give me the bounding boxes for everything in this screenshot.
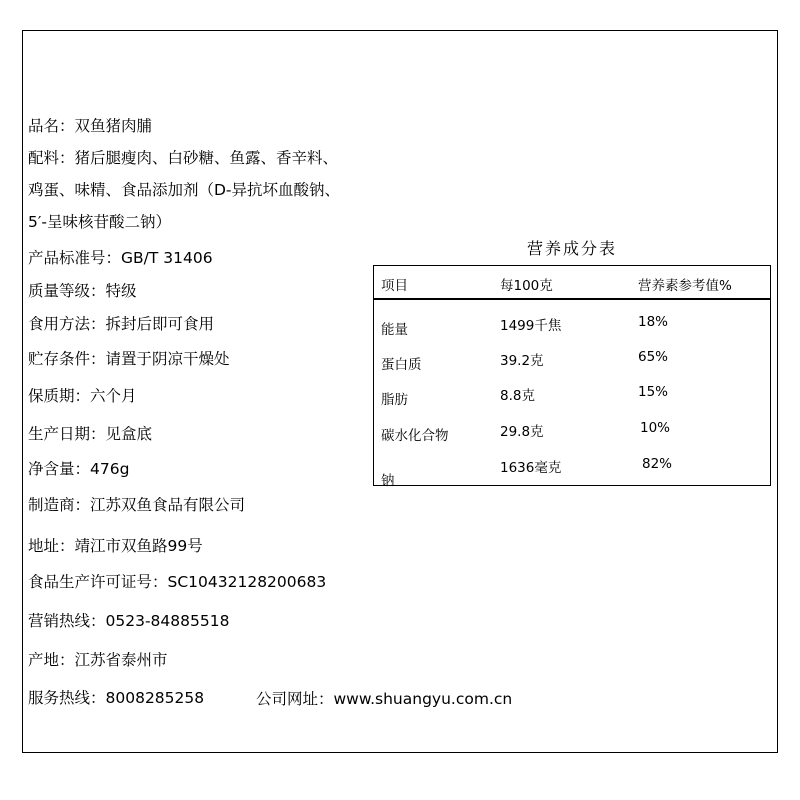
nutrition-cell: 能量 [381, 322, 408, 338]
nutrition-cell: 18% [638, 314, 669, 330]
info-line: 营销热线：0523-84885518 [28, 612, 230, 630]
nutrition-cell: 蛋白质 [381, 357, 422, 373]
info-line: 制造商：江苏双鱼食品有限公司 [28, 496, 246, 514]
nutrition-cell: 1636毫克 [500, 460, 562, 476]
nutrition-cell: 15% [638, 384, 669, 400]
info-line: 产品标准号：GB/T 31406 [28, 249, 213, 267]
website-text: 公司网址：www.shuangyu.com.cn [256, 690, 513, 708]
nutrition-title: 营养成分表 [526, 239, 617, 258]
nutrition-header-cell: 项目 [381, 278, 408, 294]
info-line: 产地：江苏省泰州市 [28, 651, 168, 669]
nutrition-cell: 82% [642, 456, 673, 472]
nutrition-header-cell: 每100克 [500, 278, 553, 294]
info-line: 食品生产许可证号：SC10432128200683 [28, 573, 327, 591]
info-line: 净含量：476g [28, 460, 130, 478]
nutrition-cell: 10% [640, 420, 671, 436]
info-line: 5′-呈味核苷酸二钠） [28, 213, 171, 231]
info-line: 服务热线：8008285258 [28, 689, 205, 707]
nutrition-cell: 29.8克 [500, 424, 544, 440]
info-line: 贮存条件：请置于阴凉干燥处 [28, 350, 230, 368]
nutrition-cell: 8.8克 [500, 388, 535, 404]
nutrition-cell: 钠 [381, 473, 395, 489]
info-line: 鸡蛋、味精、食品添加剂（D-异抗坏血酸钠、 [28, 181, 341, 199]
info-line: 地址：靖江市双鱼路99号 [28, 537, 203, 555]
nutrition-cell: 39.2克 [500, 353, 544, 369]
nutrition-cell: 脂肪 [381, 392, 408, 408]
info-line: 保质期：六个月 [28, 387, 137, 405]
nutrition-cell: 1499千焦 [500, 318, 562, 334]
nutrition-cell: 65% [638, 349, 669, 365]
info-line: 食用方法：拆封后即可食用 [28, 315, 215, 333]
nutrition-table [373, 265, 771, 489]
nutrition-header-cell: 营养素参考值% [638, 278, 732, 294]
info-line: 配料：猪后腿瘦肉、白砂糖、鱼露、香辛料、 [28, 149, 339, 167]
nutrition-cell: 碳水化合物 [381, 428, 449, 444]
info-line: 品名：双鱼猪肉脯 [28, 117, 153, 135]
info-line: 质量等级：特级 [28, 282, 137, 300]
info-line: 生产日期：见盒底 [28, 425, 153, 443]
